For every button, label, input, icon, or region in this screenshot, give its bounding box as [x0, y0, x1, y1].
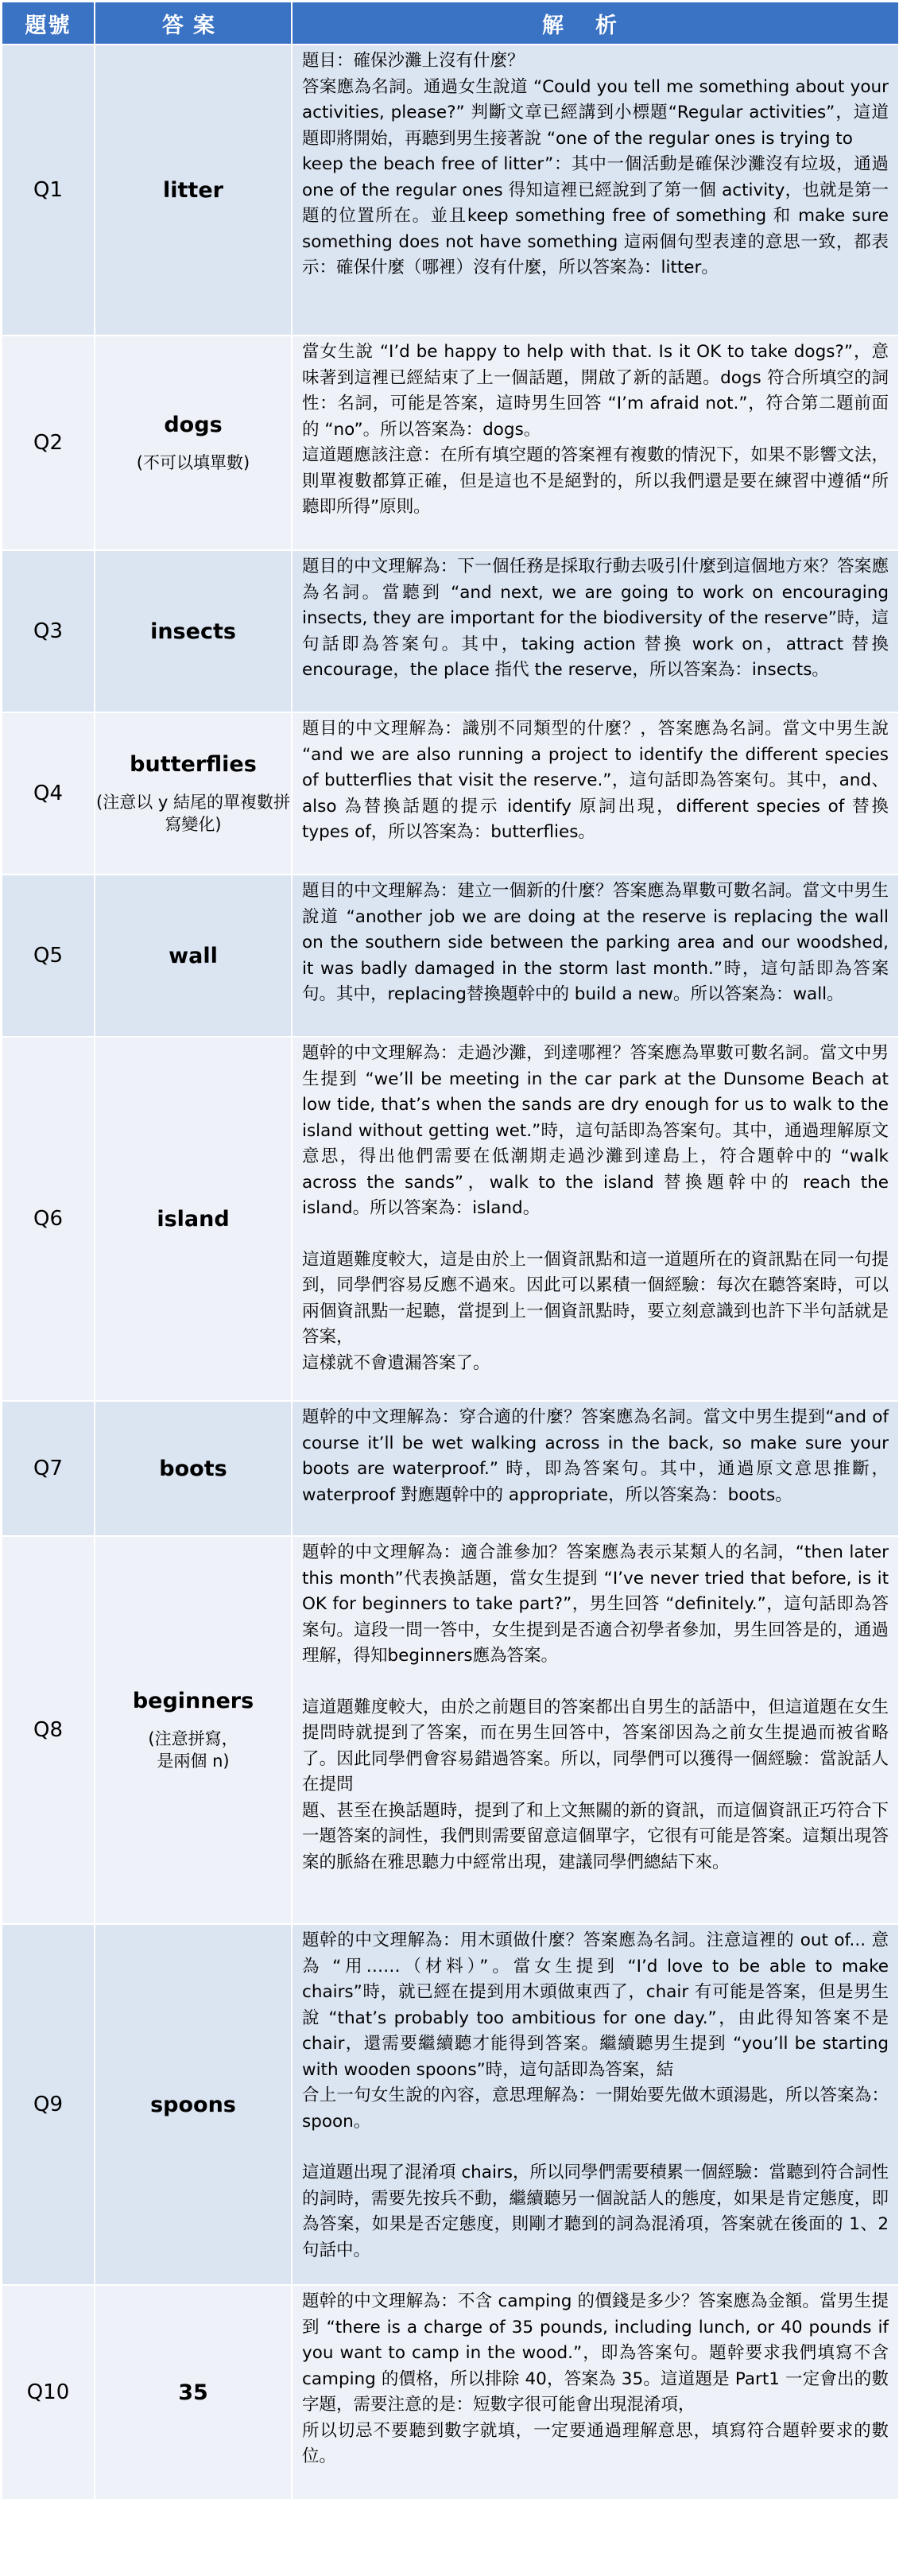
answer-cell	[95, 2285, 292, 2500]
explanation-paragraph: 題幹的中文理解為：走過沙灘，到達哪裡？答案應為單數可數名詞。當文中男生提到 “we’ll be meeting in the car park at the Dunsome Beach at low tide, that’s when the sands are dry enough for us to walk to the island without getting wet.”時，這句話即為答案句。其中，通過理解原文意思，得出他們需要在低潮期走過沙灘到達島上，符合題幹中的 “walk across the sands”，walk to the island 替換題幹中的 reach the island。所以答案為：island。	[302, 1043, 894, 1218]
question-number: Q5	[2, 875, 95, 1037]
explanation-paragraph: 題目的中文理解為：識別不同類型的什麼？，答案應為名詞。當文中男生說 “and we are also running a project to identify the different species of butterflies that visit the reserve.”，這句話即為答案句。其中，and、also 為替換話題的提示 identify 原詞出現，different species of 替換 types of，所以答案為：butterflies。	[302, 719, 894, 842]
explanation-paragraph: 這道題難度較大，這是由於上一個資訊點和這一道題所在的資訊點在同一句提到，同學們容易反應不過來。因此可以累積一個經驗：每次在聽答案時，可以兩個資訊點一起聽，當提到上一個資訊點時，要立刻意識到也許下半句話就是答案， 這樣就不會遺漏答案了。	[302, 1249, 889, 1373]
question-number: Q6	[2, 1037, 95, 1401]
question-number: Q8	[2, 1536, 95, 1924]
table-row	[2, 2285, 899, 2500]
explanation-paragraph: 題目的中文理解為：下一個任務是採取行動去吸引什麼到這個地方來？答案應為名詞。當聽到 “and next, we are going to work on encouraging insects, they are important for the biodiversity of the reserve”時，這句話即為答案句。其中，taking action 替換 work on，attract 替換 encourage，the place 指代 the reserve，所以答案為：insects。	[302, 557, 894, 680]
question-number: Q2	[2, 336, 95, 550]
answer-text: litter	[163, 177, 223, 203]
table-row	[2, 1401, 899, 1536]
answer-text: 35	[178, 2380, 208, 2405]
question-number: Q10	[2, 2285, 95, 2500]
answer-text: dogs	[164, 412, 223, 437]
table-row	[2, 1924, 899, 2285]
explanation-paragraph: 當女生說 “I’d be happy to help with that. Is it OK to take dogs?”，意味著到這裡已經結束了上一個話題，開啟了新的話題。dogs 符合所填空的詞性：名詞，可能是答案，這時男生回答 “I’m afraid not.”，符合第二題前面的 “no”。所以答案為：dogs。 這道題應該注意：在所有填空題的答案裡有複數的情況下，如果不影響文法，則單複數都算正確，但是這也不是絕對的，所以我們還是要在練習中遵循“所聽即所得”原則。	[302, 342, 889, 517]
answer-cell	[95, 1924, 292, 2285]
explanation-paragraph: 題目的中文理解為：建立一個新的什麼？答案應為單數可數名詞。當文中男生說道 “another job we are doing at the reserve is replacing the wall on the southern side between the parking area and our woodshed, it was badly damaged in the storm last month.”時，這句話即為答案句。其中，replacing替換題幹中的 build a new。所以答案為：wall。	[302, 881, 894, 1004]
explanation-cell	[292, 1536, 899, 1924]
answer-table-wrapper	[1, 1, 898, 2500]
answer-note: (注意拼寫， 是兩個 n)	[148, 1728, 238, 1771]
table-row	[2, 1536, 899, 1924]
question-number: Q7	[2, 1401, 95, 1536]
header-question: 題號	[2, 2, 95, 45]
explanation-cell	[292, 1037, 899, 1401]
table-header-row	[2, 2, 899, 45]
answer-text: wall	[169, 943, 218, 968]
answer-cell	[95, 875, 292, 1037]
explanation-paragraph: 題幹的中文理解為：穿合適的什麼？答案應為名詞。當文中男生提到“and of course it’ll be wet walking across in the back, so make sure your boots are waterproof.” 時，即為答案句。其中，通過原文意思推斷，waterproof 對應題幹中的 appropriate，所以答案為：boots。	[302, 1407, 894, 1505]
answer-cell	[95, 1401, 292, 1536]
explanation-paragraph: 這道題出現了混淆項 chairs，所以同學們需要積累一個經驗：當聽到符合詞性的詞時，需要先按兵不動，繼續聽另一個說話人的態度，如果是肯定態度，即為答案，如果是否定態度，則剛才聽到的詞為混淆項，答案就在後面的 1、2 句話中。	[302, 2163, 894, 2260]
explanation-paragraph: 題幹的中文理解為：用木頭做什麼？答案應為名詞。注意這裡的 out of... 意為 “用……（材料）”。當女生提到 “I’d love to be able to make chairs”時，就已經在提到用木頭做東西了，chair 有可能是答案，但是男生說 “that’s probably too ambitious for one day.”，由此得知答案不是 chair，還需要繼續聽才能得到答案。繼續聽男生提到 “you’ll be starting with wooden spoons”時，這句話即為答案，結 合上一句女生說的內容，意思理解為：一開始要先做木頭湯匙，所以答案為：spoon。	[302, 1930, 889, 2132]
explanation-paragraph: 這道題難度較大，由於之前題目的答案都出自男生的話語中，但這道題在女生提問時就提到了答案，而在男生回答中，答案卻因為之前女生提過而被省略了。因此同學們會容易錯過答案。所以，同學們可以獲得一個經驗：當說話人在提問 題、甚至在換話題時，提到了和上文無關的新的資訊，而這個資訊正巧符合下一題答案的詞性，我們則需要留意這個單字，它很有可能是答案。這類出現答案的脈絡在雅思聽力中經常出現，建議同學們總結下來。	[302, 1697, 889, 1872]
answer-text: butterflies	[130, 751, 257, 777]
answer-text: spoons	[150, 2092, 236, 2117]
table-row	[2, 45, 899, 336]
answer-note: (不可以填單數)	[136, 452, 250, 472]
answer-text: beginners	[132, 1688, 254, 1713]
explanation-paragraph: 題幹的中文理解為：不含 camping 的價錢是多少？答案應為金額。當男生提到 “there is a charge of 35 pounds, including lunch, or 40 pounds if you want to camp in the wood.”，即為答案句。題幹要求我們填寫不含 camping 的價格，所以排除 40，答案為 35。這道題是 Part1 一定會出的數字題，需要注意的是：短數字很可能會出現混淆項， 所以切忌不要聽到數字就填，一定要通過理解意思，填寫符合題幹要求的數位。	[302, 2291, 889, 2466]
table-row	[2, 875, 899, 1037]
header-answer: 答案	[95, 2, 292, 45]
header-explanation: 解析	[292, 2, 899, 45]
table-body	[2, 45, 899, 2500]
explanation-paragraph: 題幹的中文理解為：適合誰參加？答案應為表示某類人的名詞，“then later this month”代表換話題，當女生提到 “I’ve never tried that before, is it OK for beginners to take part?”，男生回答 “definitely.”，這句話即為答案句。這段一問一答中，女生提到是否適合初學者參加，男生回答是的，通過理解，得知beginners應為答案。	[302, 1542, 894, 1666]
explanation-cell	[292, 550, 899, 712]
explanation-cell	[292, 712, 899, 875]
explanation-cell	[292, 875, 899, 1037]
answer-note: (注意以 y 結尾的單複數拼寫變化)	[96, 792, 290, 834]
question-number: Q1	[2, 45, 95, 336]
table-row	[2, 550, 899, 712]
table-row	[2, 1037, 899, 1401]
answer-cell	[95, 712, 292, 875]
answer-cell	[95, 336, 292, 550]
answer-text: boots	[159, 1456, 227, 1481]
explanation-cell	[292, 1401, 899, 1536]
question-number: Q9	[2, 1924, 95, 2285]
explanation-cell	[292, 45, 899, 336]
explanation-cell	[292, 1924, 899, 2285]
explanation-cell	[292, 2285, 899, 2500]
answer-text: insects	[150, 619, 236, 644]
explanation-cell	[292, 336, 899, 550]
question-number: Q3	[2, 550, 95, 712]
answer-cell	[95, 1536, 292, 1924]
answer-table	[1, 1, 899, 2500]
question-number: Q4	[2, 712, 95, 875]
answer-text: island	[157, 1206, 230, 1232]
answer-cell	[95, 45, 292, 336]
table-row	[2, 712, 899, 875]
answer-cell	[95, 550, 292, 712]
explanation-paragraph: 題目：確保沙灘上沒有什麼？ 答案應為名詞。通過女生說道 “Could you tell me something about your activities, please?” 判斷文章已經講到小標題“Regular activities”，這道題即將開始，再聽到男生接著說 “one of the regular ones is trying to keep the beach free of litter”：其中一個活動是確保沙灘沒有垃圾，通過 one of the regular ones 得知這裡已經說到了第一個 activity，也就是第一題的位置所在。並且keep something free of something 和 make sure something does not have something 這兩個句型表達的意思一致，都表示：確保什麼（哪裡）沒有什麼，所以答案為：litter。	[302, 51, 889, 277]
table-row	[2, 336, 899, 550]
answer-cell	[95, 1037, 292, 1401]
